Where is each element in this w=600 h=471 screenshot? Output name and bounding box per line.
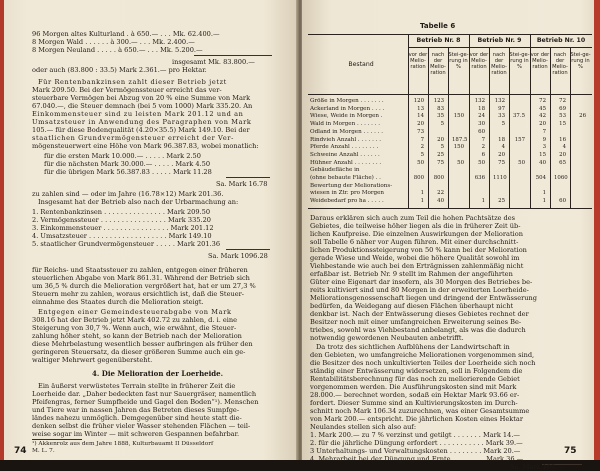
table-cell: 60 xyxy=(478,128,485,135)
table-row-label: Größe in Morgen . . . . . . . xyxy=(310,98,384,104)
table-cell: 42 xyxy=(539,113,546,120)
para1-line-6: Umsatzsteuer in Anwendung des Paragraphen von Mark xyxy=(32,118,252,126)
table-cell: 18 xyxy=(478,105,485,112)
para1-line-5: Einkommensteuer sind zu leisten Mark 201.12 und an xyxy=(32,110,244,118)
tax-rate-3: für die übrigen Mark 56.387.83 . . . . . Mark 11.28 xyxy=(44,168,212,176)
table-bottom-rule xyxy=(308,208,592,209)
table-cell: 800 xyxy=(413,175,424,181)
table-cell: 53 xyxy=(559,113,566,120)
body-line-15: triebes, sowohl was Viehbestand anbelangt, als was die dadurch xyxy=(310,326,526,334)
table-cell: 83 xyxy=(437,105,444,112)
tax-rate-2: für die nächsten Mark 30.000.— . . . . . Mark 4.50 xyxy=(44,160,211,168)
sub-vline-0-2 xyxy=(448,47,449,208)
table-cell: 72 xyxy=(559,98,566,104)
para1-line-3: steuerbare Vermögen bei Abzug von 20 % eine Summe von Mark xyxy=(32,94,251,102)
table-row-label: Gebäudefläche in xyxy=(310,167,360,174)
para2-line-1: zu zahlen sind — oder im Jahre (16.78×12) Mark 201.36. xyxy=(32,190,224,198)
body2-line-2: den Gebieten, wo umfangreiche Meliorationen vorgenommen sind, xyxy=(310,351,535,359)
table-cell: 40 xyxy=(437,198,444,205)
table-row-label: Wiese, Weide in Morgen . xyxy=(310,113,383,120)
table-cell: 1 xyxy=(420,198,424,205)
para4-line-5: diese Mehrbelastung wesentlich besser aufbringen als früher den xyxy=(32,340,253,348)
table-cell: 97 xyxy=(498,105,505,112)
sub-header-1-0: vor der Melio-ration xyxy=(469,52,489,70)
body2-line-3: die Besitzer des noch unkultivierten Teiles der Loerheide sich noch xyxy=(310,359,536,367)
land-total: insgesamt Mk. 83.800.— xyxy=(172,58,255,66)
body-line-16: notwendig gewordenen Neubauten anbetrifft. xyxy=(310,334,464,342)
table-cell: 1 xyxy=(542,190,546,197)
table-row-label: Ackerland in Morgen . . . . xyxy=(310,105,385,112)
sub-vline-2-1 xyxy=(550,47,551,208)
para1-line-9: mögensteuerwert eine Höhe von Mark 96.387.83, wobei monatlich: xyxy=(32,142,259,150)
table-cell: 20 xyxy=(437,136,444,143)
table-cell: 37.5 xyxy=(513,113,526,120)
table-group-rule xyxy=(408,47,592,48)
table-cell: 18 xyxy=(498,136,505,143)
table-cell: 132 xyxy=(474,98,485,104)
table-cell: 636 xyxy=(474,175,485,181)
para1-line-8: staatlichen Grundvermögensteuer erreicht der Ver- xyxy=(32,134,234,142)
header-betrieb-9: Betrieb Nr. 9 xyxy=(477,37,522,44)
table-cell: 504 xyxy=(535,175,546,181)
table-cell: 120 xyxy=(413,98,424,104)
summary-rule xyxy=(226,249,270,250)
sub-header-2-0: vor der Melio-ration xyxy=(530,52,550,70)
para3-line-1: für Reichs- und Staatssteuer zu zahlen, entgegen einer früheren xyxy=(32,266,248,274)
sub-header-0-0: vor der Melio-ration xyxy=(408,52,428,70)
table-cell: 72 xyxy=(539,98,546,104)
tax-rule xyxy=(226,177,270,178)
table-row-label: Wald in Morgen . . . . . . . xyxy=(310,121,381,128)
land-row-1: 96 Morgen altes Kulturland . à 650.— . . . Mk. 62.400.— xyxy=(32,30,220,38)
right-page xyxy=(302,0,594,471)
table-cell: 3 xyxy=(542,144,546,151)
summary-2: 2. Vermögenssteuer . . . . . . . . . . . . . . . . Mark 335.20 xyxy=(32,216,211,224)
table-cell: 40 xyxy=(539,159,546,166)
table-cell: 123 xyxy=(433,98,444,104)
table-row-label: Odland in Morgen . . . . . . xyxy=(310,128,384,135)
table-cell: 60 xyxy=(559,198,566,205)
table-cell: 4 xyxy=(562,144,566,151)
table-cell: 20 xyxy=(417,121,424,128)
table-cell: 4 xyxy=(501,144,505,151)
table-cell: 2 xyxy=(420,144,424,151)
cost-line-5: Sa. Mark 109.— xyxy=(510,463,564,471)
table-cell: 5 xyxy=(420,151,424,158)
footnote-rule xyxy=(32,439,82,440)
para4-line-6: geringeren Steuersatz, da dieser größeren Summe auch ein ge- xyxy=(32,348,246,356)
sub-header-1-2: Stei-ge-rung in % xyxy=(509,52,530,70)
sub-vline-1-1 xyxy=(489,47,490,208)
sub-vline-1-2 xyxy=(509,47,510,208)
land-row-2: 8 Morgen Wald . . . . . . à 300.— . . . Mk. 2.400.— xyxy=(32,38,195,46)
table-cell: 25 xyxy=(498,198,505,205)
body-line-12: bedürfen, da Weidegang auf diesen Flächen überhaupt nicht xyxy=(310,302,514,310)
cost-line-3: 3 Unterhaltungs- und Verwaltungskosten . . . . . . . . Mark 20.— xyxy=(310,447,521,455)
table-cell: 15 xyxy=(539,151,546,158)
table-row-label: (ohne bebaute Fläche) . . xyxy=(310,175,381,181)
body-line-3: lichen Kaufpreise. Die einzelnen Auswirkungen der Melioration xyxy=(310,230,523,238)
body2-line-8: fordert. Dieser Summe sind an Kultivierungskosten im Durch- xyxy=(310,399,518,407)
table-cell: 13 xyxy=(417,105,424,112)
para1-line-2: Mark 209.50. Bei der Vermögenssteuer erreicht das ver- xyxy=(32,86,222,94)
para1-line-4: 67.040.—, die Steuer demnach (bei 5 vom 1000) Mark 335.20. An xyxy=(32,102,253,110)
table-cell: 1 xyxy=(420,190,424,197)
table-cell: 5 xyxy=(501,121,505,128)
table-cell: 6 xyxy=(481,151,485,158)
page-number-right: 75 xyxy=(564,446,577,456)
body-line-1: Daraus erklären sich auch zum Teil die hohen Pachtsätze des xyxy=(310,214,516,222)
para4-line-2: 308.16 hat der Betrieb jetzt Mark 402.72 zu zahlen, d. i. eine xyxy=(32,316,238,324)
table-cell: 50 xyxy=(457,159,464,166)
body-line-6: gerade Wiese und Weide, wobei die höhere Qualität sowohl im xyxy=(310,254,520,262)
header-bestand: Bestand xyxy=(348,61,374,68)
body-line-11: Meliorationsgenossenschaft liegen und dringend der Entwässerung xyxy=(310,294,537,302)
body-line-7: Viehbestande wie auch bei den Erträgnissen zahlenmäßig nicht xyxy=(310,262,524,270)
sub-vline-2-2 xyxy=(570,47,571,208)
sum-rule xyxy=(194,55,272,56)
body-line-10: reits kultiviert sind und 80 Morgen in der erweiterten Loerheide- xyxy=(310,286,529,294)
body2-line-9: schnitt noch Mark 106.34 zuzurechnen, was einer Gesamtsumme xyxy=(310,407,530,415)
para3-line-5: einnahme des Staates durch die Melioration steigt. xyxy=(32,298,204,306)
table-cell: 2 xyxy=(481,144,485,151)
para5-line-3: Pfeifengras, ferner Sumpfheide und Gagel den Boden“¹). Menschen xyxy=(32,398,259,406)
table-cell: 22 xyxy=(437,190,444,197)
summary-4: 4. Umsatzsteuer . . . . . . . . . . . . . . . . . . . Mark 149.10 xyxy=(32,232,212,240)
table-top-rule xyxy=(308,34,592,35)
cover-edge-right xyxy=(594,0,600,460)
para5-line-6: denken selbst die früher vieler Wasser stehenden Flächen — teil- xyxy=(32,422,251,430)
body-line-8: erfaßbar ist. Betrieb Nr. 9 stellt im Rahmen der angeführten xyxy=(310,270,513,278)
table-cell: 187.5 xyxy=(452,136,468,143)
table-cell: 15 xyxy=(559,121,566,128)
sub-header-2-1: nach der Melio-ration xyxy=(552,52,568,76)
body-line-9: Güter eine Eigenart dar insofern, als 30 Morgen des Betriebes be- xyxy=(310,278,533,286)
table-cell: 73 xyxy=(417,128,424,135)
sub-header-2-2: Stei-ge-rung in % xyxy=(570,52,591,70)
table-cell: 150 xyxy=(453,144,464,151)
table-cell: 69 xyxy=(559,105,566,112)
para2-line-2: Insgesamt hat der Betrieb also nach der Urbarmachung an: xyxy=(38,198,239,206)
table-6 xyxy=(302,0,594,220)
table-row-label: Schweine Anzahl . . . . . . xyxy=(310,151,380,158)
summary-sum: Sa. Mark 1096.28 xyxy=(208,252,268,260)
para4-line-4: zahlung höher steht, so kann der Betrieb nach der Melioration xyxy=(32,332,242,340)
cost-line-2: 2. für die jährliche Düngung erfordert . . . . . . . . . . . Mark 39.— xyxy=(310,439,523,447)
tax-rate-1: für die ersten Mark 10.000.— . . . . . Mark 2.50 xyxy=(44,152,201,160)
para5-line-7: weise sogar im Winter — mit schweren Gespannen befahrbar. xyxy=(32,430,240,438)
table-cell: 75 xyxy=(498,159,505,166)
table-cell: 7 xyxy=(420,136,424,143)
table-row-label: Rindvieh Anzahl . . . . . . . xyxy=(310,136,382,143)
table-row-label: wiesen in Ztr. pro Morgen xyxy=(310,190,385,197)
table-row-label: Pferde Anzahl . . . . . . . . xyxy=(310,144,379,151)
table-cell: 16 xyxy=(559,136,566,143)
table-cell: 1 xyxy=(481,198,485,205)
table-cell: 50 xyxy=(478,159,485,166)
body2-line-5: Rentabilitätsberechnung für das noch zu meliorierende Gebiet xyxy=(310,375,520,383)
cost-line-1: 1. Mark 200.— zu 7 % verzinst und getilgt . . . . . . . Mark 14.— xyxy=(310,431,521,439)
para1-line-1: Für Rentenbankzinsen zahlt dieser Betrieb jetzt xyxy=(38,78,227,86)
section-heading: 4. Die Melioration der Loerheide. xyxy=(92,369,224,378)
table-cell: 50 xyxy=(518,159,525,166)
table-cell: 33 xyxy=(498,113,505,120)
table-cell: 65 xyxy=(559,159,566,166)
table-cell: 75 xyxy=(437,159,444,166)
page-number-left: 74 xyxy=(14,446,27,456)
para5-line-4: und Tiere war in nassen Jahren das Betreten dieses Sumpfge- xyxy=(32,406,240,414)
body2-line-6: vorgenommen werden. Die Ausführungskosten sind mit Mark xyxy=(310,383,517,391)
table-cell: 20 xyxy=(539,121,546,128)
table-cell: 800 xyxy=(433,175,444,181)
table-cell: 35 xyxy=(437,113,444,120)
table-cell: 157 xyxy=(514,136,525,143)
table-title: Tabelle 6 xyxy=(420,22,456,30)
para5-line-5: ländes nahezu unmöglich. Demgegenüber sind heute statt die- xyxy=(32,414,242,422)
table-cell: 5 xyxy=(440,121,444,128)
table-cell: 20 xyxy=(498,151,505,158)
table-cell: 14 xyxy=(417,113,424,120)
body-line-13: denkbar ist. Nach der Entwässerung dieses Gebietes rechnet der xyxy=(310,310,529,318)
table-cell: 7 xyxy=(542,128,546,135)
summary-5: 5. staatlicher Grundvermögensteuer . . . . . Mark 201.36 xyxy=(32,240,221,248)
footnote-line-2: M. L. 7. xyxy=(32,448,55,454)
table-cell: 26 xyxy=(579,113,586,120)
table-cell: 45 xyxy=(539,105,546,112)
para1-line-7: 105.— für diese Bodenqualität (4.20×35.5) Mark 149.10. Bei der xyxy=(32,126,250,134)
left-page xyxy=(4,0,298,460)
para5-line-1: Ein äußerst verwüstetes Terrain stellte in früherer Zeit die xyxy=(38,382,236,390)
para4-line-3: Steigerung von 30,7 %. Wenn auch, wie erwähnt, die Steuer- xyxy=(32,324,237,332)
body2-line-7: 28.000.— berechnet worden, sodaß ein Hektar Mark 93.66 er- xyxy=(310,391,520,399)
body2-line-11: Neulandes stellen sich also auf: xyxy=(310,423,417,431)
table-row-label: Weidebedarf pro ha . . . . . xyxy=(310,198,384,205)
table-cell: 7 xyxy=(481,136,485,143)
para4-line-1: Entgegen einer Gemeindesteuerabgabe von Mark xyxy=(38,308,232,316)
land-row-3: 8 Morgen Neuland . . . . . à 650.— . . . Mk. 5.200.— xyxy=(32,46,203,54)
body-line-14: Besitzer noch mit einer umfangreichen Erweiterung seines Be- xyxy=(310,318,522,326)
sub-header-0-1: nach der Melio-ration xyxy=(430,52,446,76)
body-line-2: Gebietes, die teilweise höher liegen als die in früherer Zeit üb- xyxy=(310,222,521,230)
sub-header-0-2: Stei-ge-rung in % xyxy=(448,52,469,70)
sub-vline-0-1 xyxy=(428,47,429,208)
table-cell: 1 xyxy=(542,198,546,205)
para5-line-2: Loerheide dar. „Daher bedeckten fast nur Sauergräser, namentlich xyxy=(32,390,257,398)
table-row-label: Bewertung der Meliorations- xyxy=(310,182,393,189)
body2-line-10: von Mark 200.— entspricht. Die jährlichen Kosten eines Hektar xyxy=(310,415,523,423)
summary-1: 1. Rentenbankzinsen . . . . . . . . . . . . . . . Mark 209.50 xyxy=(32,208,211,216)
table-cell: 9 xyxy=(542,136,546,143)
table-cell: 132 xyxy=(494,98,505,104)
body2-line-1: Da trotz des sichtlichen Aufblühens der Landwirtschaft in xyxy=(316,343,510,351)
table-cell: 150 xyxy=(453,113,464,120)
table-cell: 24 xyxy=(478,113,485,120)
cost-line-4: 4. Mehrarbeit bei der Düngung und Ernte . . . . . . . . Mark 36.— xyxy=(310,455,524,463)
para3-line-4: Steuern mehr zu zahlen, woraus ersichtlich ist, daß die Steuer- xyxy=(32,290,245,298)
body-line-5: lichen Produktionssteigerung von 50 % kann bei der Melioration xyxy=(310,246,527,254)
para4-line-7: waltiger Mehrwert gegenübersteht. xyxy=(32,356,153,364)
body2-line-4: ständig einer Entwässerung widersetzen, soll in Folgendem die xyxy=(310,367,523,375)
tax-sum: Sa. Mark 16.78 xyxy=(216,180,268,188)
body-line-4: soll Tabelle 6 näher vor Augen führen. Mit einer durchschnitt- xyxy=(310,238,519,246)
sub-header-1-1: nach der Melio-ration xyxy=(491,52,507,76)
header-betrieb-8: Betrieb Nr. 8 xyxy=(416,37,461,44)
table-row-label: Hühner Anzahl . . . . . . . . xyxy=(310,159,382,166)
table-cell: 1060 xyxy=(554,175,568,181)
summary-3: 3. Einkommensteuer . . . . . . . . . . . . . . . . Mark 201.12 xyxy=(32,224,214,232)
table-cell: 5 xyxy=(440,144,444,151)
table-cell: 1110 xyxy=(493,175,507,181)
table-cell: 30 xyxy=(478,121,485,128)
per-hectare: oder auch (83.800 : 33.5) Mark 2.361.— pro Hektar. xyxy=(32,66,207,74)
table-cell: 25 xyxy=(437,151,444,158)
para3-line-2: steuerlichen Abgabe von Mark 861.31. Während der Betrieb sich xyxy=(32,274,250,282)
table-cell: 20 xyxy=(559,151,566,158)
header-betrieb-10: Betrieb Nr. 10 xyxy=(536,37,586,44)
para3-line-3: um 36,5 % durch die Melioration vergrößert hat, hat er um 27,3 % xyxy=(32,282,256,290)
footnote-line-1: ¹) Akkenrolz aus dem Jahre 1888, Kulturbauamt II Düsseldorf xyxy=(32,441,214,447)
table-cell: 50 xyxy=(417,159,424,166)
